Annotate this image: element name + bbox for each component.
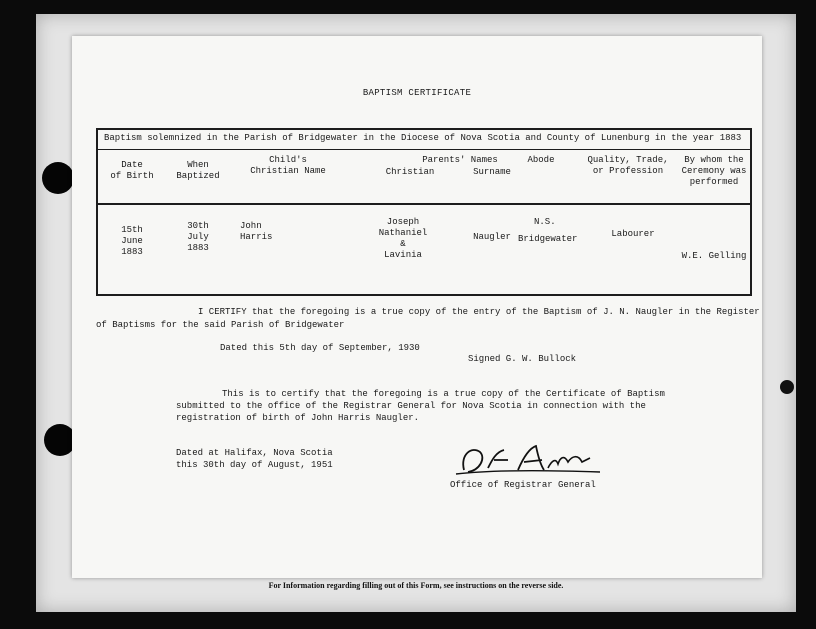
cell-text: & bbox=[400, 239, 406, 249]
header-text: Baptized bbox=[176, 171, 220, 181]
halifax-line-2: this 30th day of August, 1951 bbox=[176, 460, 333, 470]
cell-text: 1883 bbox=[121, 247, 143, 257]
registrar-line-2: submitted to the office of the Registrar General for Nova Scotia in connection with the bbox=[176, 401, 646, 411]
header-text: By whom the bbox=[684, 155, 744, 165]
cell-text: 30th bbox=[187, 221, 209, 231]
cell-when-baptized bbox=[172, 221, 224, 254]
col-surname: Surname bbox=[473, 167, 511, 177]
cell-surname: Naugler bbox=[473, 232, 511, 242]
dated-line: Dated this 5th day of September, 1930 bbox=[220, 343, 420, 353]
signature-icon bbox=[450, 440, 610, 480]
certificate-title: BAPTISM CERTIFICATE bbox=[362, 88, 472, 98]
header-text: Quality, Trade, bbox=[587, 155, 669, 165]
edge-tear bbox=[780, 380, 794, 394]
certify-line-2: of Baptisms for the said Parish of Bridgewater bbox=[96, 320, 345, 330]
col-date-of-birth bbox=[108, 160, 156, 182]
header-text: of Birth bbox=[110, 171, 154, 181]
halifax-line-1: Dated at Halifax, Nova Scotia bbox=[176, 448, 333, 458]
cell-date-of-birth bbox=[108, 225, 156, 258]
cell-abode bbox=[518, 217, 598, 245]
col-by-whom bbox=[678, 155, 750, 188]
col-christian: Christian bbox=[385, 167, 435, 177]
cell-parents-christian bbox=[368, 217, 438, 261]
office-caption: Office of Registrar General bbox=[450, 480, 596, 490]
header-text: or Profession bbox=[592, 166, 664, 176]
header-text: When bbox=[187, 160, 209, 170]
header-text: performed bbox=[689, 177, 739, 187]
col-quality bbox=[580, 155, 676, 177]
registrar-line-1: This is to certify that the foregoing is a true copy of the Certificate of Baptism bbox=[222, 389, 665, 399]
header-text: Ceremony was bbox=[681, 166, 747, 176]
registrar-signature bbox=[450, 440, 610, 496]
signed-line: Signed G. W. Bullock bbox=[468, 354, 577, 364]
cell-text: 15th bbox=[121, 225, 143, 235]
col-abode: Abode bbox=[527, 155, 555, 165]
cell-text: 1883 bbox=[187, 243, 209, 253]
cell-text: June bbox=[121, 236, 143, 246]
cell-text: Bridgewater bbox=[518, 234, 578, 244]
punch-hole bbox=[42, 162, 74, 194]
cell-text: Nathaniel bbox=[378, 228, 428, 238]
cell-quality: Labourer bbox=[611, 229, 655, 239]
baptism-record-table bbox=[96, 128, 752, 296]
col-when-baptized bbox=[172, 160, 224, 182]
header-text: Christian Name bbox=[250, 166, 326, 176]
cell-text: Joseph bbox=[386, 217, 420, 227]
header-text: Child's bbox=[269, 155, 307, 165]
table-header-row bbox=[98, 150, 750, 205]
cell-text: July bbox=[187, 232, 209, 242]
record-heading: Baptism solemnized in the Parish of Bridgewater in the Diocese of Nova Scotia and County of Lunenburg in the year 1883 bbox=[98, 130, 750, 150]
cell-text: Lavinia bbox=[384, 250, 422, 260]
table-row bbox=[98, 205, 750, 295]
form-footer-note: For Information regarding filling out of this Form, see instructions on the reverse side. bbox=[268, 581, 564, 590]
cell-childs-name bbox=[240, 221, 300, 243]
col-parents-names: Parents' Names bbox=[422, 155, 498, 165]
col-childs-name bbox=[240, 155, 336, 177]
certify-line-1: I CERTIFY that the foregoing is a true copy of the entry of the Baptism of J. N. Naugler in the Register bbox=[198, 307, 760, 317]
certificate-sheet bbox=[72, 36, 762, 578]
header-text: Date bbox=[121, 160, 143, 170]
registrar-line-3: registration of birth of John Harris Naugler. bbox=[176, 413, 420, 423]
cell-text: John bbox=[240, 221, 262, 231]
cell-text: Harris bbox=[240, 232, 273, 242]
cell-text: N.S. bbox=[534, 217, 556, 227]
cell-by-whom: W.E. Gelling bbox=[681, 251, 747, 261]
